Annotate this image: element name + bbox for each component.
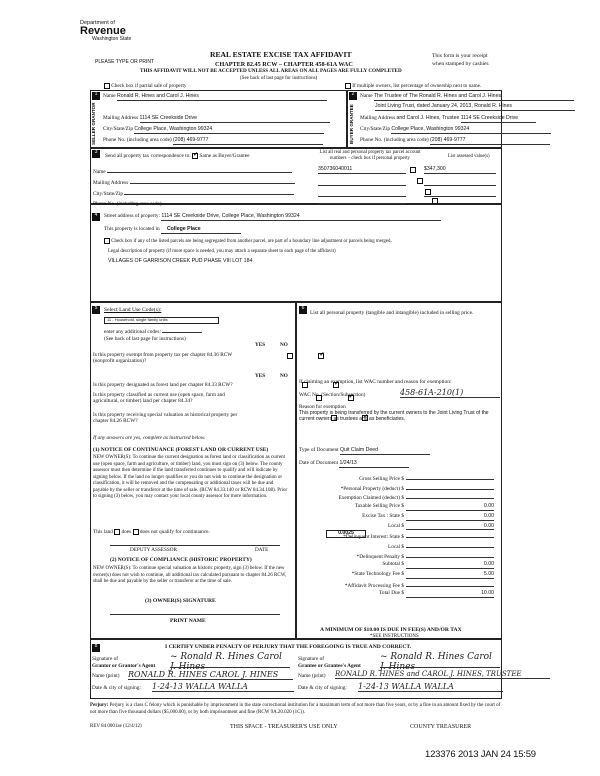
dor-logo (80, 20, 160, 52)
fee-line-row (298, 561, 498, 569)
fee-line-row (298, 513, 498, 521)
street-address-field[interactable]: 1114 SE Creekside Drive, College Place, Washington 99324 (161, 214, 441, 221)
owner-signature-line[interactable] (110, 614, 280, 615)
legal-description-label: Legal description of property (if more space is needed, you may attach a separate sheet to each page of the affidavit) (108, 249, 336, 254)
corr-mailing-row: Mailing Address (93, 178, 303, 186)
historic-question: Is this property receiving special valuation as historical property per chapter 84.26 RCW? (93, 412, 238, 425)
print-name-label: PRINT NAME (170, 618, 206, 624)
corr-name-row: Name (93, 167, 303, 175)
grantee-name-row: Name (print) (298, 673, 326, 679)
rev-code: REV 84 0001ae (12/4/12) (90, 724, 142, 729)
fee-line-label: Local $ (387, 522, 404, 529)
wac-number-field[interactable]: 458-61A-210(1) (400, 388, 500, 398)
exempt-yes-checkbox[interactable] (287, 353, 293, 359)
qualify-row: This land does does not qualify for continuance. (93, 529, 210, 536)
grantee-agent-label: Grantee or Grantee's Agent (298, 663, 361, 669)
seller-phone-row: Phone No. (including area code) (208) 469-9777 (103, 137, 343, 145)
fee-line-label: *Delinquent Interest: State $ (343, 534, 404, 541)
grantee-signature-field[interactable]: ~ Ronald R. Hines Carol J. Hines (380, 652, 500, 668)
fee-line-row (298, 542, 498, 550)
seller-phone-field[interactable]: (208) 469-9777 (173, 138, 323, 145)
forest-question: Is this property designated as forest land per chapter 84.33 RCW? (93, 382, 233, 388)
recording-stamp: 123376 2013 JAN 24 15:59 (425, 749, 536, 760)
form-warning: THIS AFFIDAVIT WILL NOT BE ACCEPTED UNLESS ALL AREAS ON ALL PAGES ARE FULLY COMPLETED (140, 68, 402, 74)
grantor-name-row: Name (print) (92, 673, 120, 679)
corr-city-field[interactable] (124, 189, 294, 195)
parcel-header: List all real and personal property tax parcel account numbers – check box if personal property (319, 150, 421, 161)
county-treasurer-label: COUNTY TREASURER (410, 724, 472, 730)
historic-title: (2) NOTICE OF COMPLIANCE (HISTORIC PROPERTY) (110, 557, 252, 563)
seller-name-label: Name (103, 93, 116, 99)
fee-line-row (298, 571, 498, 579)
fee-line-row (298, 590, 498, 598)
parcel-3-field[interactable] (318, 191, 406, 197)
exempt-question: Is this property exempt from property tax per chapter 84.36 RCW (nonprofit organization)? (93, 352, 233, 365)
historic-text: NEW OWNER(S): To continue special valuation as historic property, sign (3) below. If the new owner(s) does not wish to continue, all additional tax calculated pursuant to chapter 84.26 RCW, shall be due and payable by the seller or transferor at the time of sale. (93, 566, 287, 584)
buyer-city-row: City/State/Zip College Place, Washington 99324 (360, 126, 598, 134)
fee-line-value[interactable] (406, 474, 494, 480)
land-use-select[interactable]: 11 - Household, single family units (104, 317, 219, 324)
print-note: PLEASE TYPE OR PRINT (95, 59, 155, 65)
partial-sale-label: Check box if partial sale of property (111, 83, 187, 90)
parcel-2-personal-checkbox[interactable] (417, 178, 423, 184)
minimum-note: A MINIMUM OF $10.00 IS DUE IN FEE(S) AND/OR TAX (320, 627, 462, 633)
fee-line-label: Gross Selling Price $ (359, 476, 404, 482)
grantor-date-field[interactable]: 1-24-13 WALLA WALLA (152, 682, 294, 692)
claim-exemption-label: If claiming an exemption, list WAC number and reason for exemption: (299, 379, 452, 385)
buyer-city-field[interactable]: College Place, Washington 99324 (391, 127, 551, 134)
doc-type-field[interactable]: Quit Claim Deed (340, 448, 430, 455)
fee-line-label: Exemption Claimed (deduct) $ (338, 495, 404, 502)
designation-yes-header: YES (255, 373, 266, 379)
located-in-field[interactable]: College Place (161, 227, 241, 234)
seller-name-row (103, 93, 343, 101)
fee-line-value[interactable]: 5.00 (406, 572, 494, 579)
assessed-value-field[interactable]: $347,300 (424, 167, 496, 174)
doc-date-field[interactable]: 1/24/13 (339, 461, 409, 468)
exempt-no-header: NO (280, 342, 288, 348)
fee-line-label: Subtotal $ (382, 561, 404, 568)
buyer-phone-row: Phone No. (including area code) (208) 469-9777 (360, 137, 598, 145)
fee-line-row (298, 581, 498, 589)
continuance-title: (1) NOTICE OF CONTINUANCE (FOREST LAND OR CURRENT USE) (93, 447, 269, 453)
fee-line-label: Excise Tax : State $ (362, 512, 404, 519)
buyer-mailing-row: Mailing Address and Carol J. Hines, Trustee 1114 SE Creekside Drive (360, 115, 598, 123)
legal-description-field[interactable]: VILLAGES OF GARRISON CREEK PUD PHASE VIII LOT 184 (108, 258, 253, 264)
seller-city-row: City/State/Zip College Place, Washington 99324 (103, 126, 343, 134)
receipt-note-1: This form is your receipt (432, 53, 488, 59)
form-title: REAL ESTATE EXCISE TAX AFFIDAVIT (210, 50, 352, 59)
street-address-row: Street address of property: 1114 SE Creekside Drive, College Place, Washington 99324 (104, 213, 441, 221)
deputy-date-label: DATE (255, 547, 269, 553)
doc-date-row: Date of Document 1/24/13 (299, 460, 409, 468)
grantor-sig-label: Signature of (92, 656, 119, 662)
assessed-2-field[interactable] (424, 180, 496, 186)
fee-line-value[interactable]: 0.00 (406, 504, 494, 511)
fee-line-value[interactable]: 10.00 (406, 591, 494, 598)
fee-line-value[interactable] (406, 484, 494, 490)
fee-line-value[interactable] (406, 552, 494, 558)
located-in-row: This property is located in College Place (104, 226, 241, 234)
treasurer-use-label: THIS SPACE - TREASURER'S USE ONLY (230, 724, 338, 730)
seller-side-label: SELLER GRANTOR (91, 102, 96, 146)
partial-sale-checkbox[interactable] (104, 83, 110, 89)
fee-line-label: *Personal Property (deduct) $ (340, 485, 404, 492)
does-qualify-checkbox[interactable] (114, 529, 120, 535)
land-use-label: Select Land Use Code(s): (104, 307, 162, 313)
fee-line-value[interactable] (406, 493, 494, 499)
fee-line-label: *State Technology Fee $ (351, 571, 404, 577)
seller-mailing-row: Mailing Address 1114 SE Creekside Drive (103, 115, 343, 123)
buyer-name-field-1[interactable]: The Trustee of The Ronald R. Hines and Carol J. Hines (374, 94, 574, 101)
parcel-number-field[interactable]: 350736040011 (318, 167, 406, 174)
dept-line3: Washington State (92, 36, 132, 43)
see-back-note: (See back of last page for instructions) (104, 336, 186, 342)
buyer-side-label: BUYER GRANTEE (349, 104, 354, 144)
exempt-yes-header: YES (255, 342, 266, 348)
parcel-1-personal-checkbox[interactable] (410, 167, 416, 173)
instructions-note: (See back of last page for instructions) (240, 76, 318, 81)
buyer-mailing-field[interactable]: 1114 SE Creekside Drive (461, 116, 536, 123)
fee-line-label: *Affidavit Processing Fee $ (344, 582, 404, 589)
section-3-badge: 3 (92, 150, 100, 158)
deputy-assessor-line[interactable] (110, 545, 280, 546)
grantor-agent-label: Grantor or Grantor's Agent (92, 663, 156, 669)
fee-line-value[interactable] (406, 542, 494, 548)
buyer-phone-field[interactable]: (208) 469-9777 (430, 138, 550, 145)
section-8-badge: 8 (92, 644, 100, 652)
receipt-note-2: when stamped by cashier. (432, 61, 490, 67)
grantee-name-field[interactable]: RONALD R. HINES and CAROL J. HINES, TRUSTEE (335, 670, 550, 679)
seller-name-field[interactable]: Ronald R. Hines and Carol J. Hines (117, 94, 327, 101)
continuance-text: NEW OWNER(S): To continue the current designation as forest land or classification as current use (open space, farm and agriculture, or timber) land, you must sign on (3) below. The county assessor must then determine if the land transferred continues to qualify and will indicate by signing below. If the land no longer qualifies or you do not wish to continue the designation or classification, it will be removed and the compensating or additional taxes will be due and payable by the seller or transferor at the time of sale. (RCW 84.33.140 or RCW 84.34.108). Prior to signing (3) below, you may contact your local county assessor for more information. (93, 455, 288, 499)
fee-line-label: *Delinquent Penalty $ (356, 553, 404, 560)
grantee-sig-label: Signature of (298, 656, 325, 662)
fee-line-value[interactable] (406, 532, 494, 538)
additional-codes-row: enter any additional codes: (104, 327, 202, 335)
parcel-2-field[interactable] (318, 180, 406, 186)
dept-line1: Department of (80, 20, 115, 26)
fee-line-value[interactable]: 0.00 (406, 524, 494, 531)
grantee-date-row: Date & city of signing: (298, 685, 347, 691)
form-chapter: CHAPTER 82.45 RCW – CHAPTER 458-61A WAC (215, 61, 353, 68)
fee-line-label: Total Due $ (379, 590, 404, 597)
buyer-name-field-2[interactable]: Joint Living Trust, dated January 24, 2013, Ronald R. Hines (375, 104, 575, 111)
same-as-buyer-checkbox[interactable] (192, 153, 198, 159)
segregated-row: Check box if any of the listed parcels are being segregated from another parcel, are part of a boundary line adjustment or parcels being merged. (104, 238, 499, 245)
buyer-name-row: Name The Trustee of The Ronald R. Hines and Carol J. Hines (360, 93, 598, 101)
perjury-note: Perjury: Perjury is a class C felony which is punishable by imprisonment in the state correctional institution for a maximum term of not more than five years, or by a fine in an amount fixed by the court of not more than five thousand dollars ($5,000.00), or by both imprisonment and fine (RCW 9A.20.020 (1C)). (90, 703, 501, 715)
multi-owner-checkbox[interactable] (345, 83, 351, 89)
section-1-badge: 1 (92, 92, 100, 100)
open-space-question: Is this property classified as current use (open space, farm and agricultural, or timber) land per chapter 84.34? (93, 392, 225, 405)
does-not-qualify-checkbox[interactable] (133, 529, 139, 535)
deputy-assessor-label: DEPUTY ASSESSOR (130, 547, 177, 553)
fee-line-value[interactable]: 0.00 (406, 514, 494, 521)
fee-line-row (298, 503, 498, 511)
fee-line-value[interactable]: 0.00 (406, 562, 494, 569)
doc-type-row: Type of Document Quit Claim Deed (299, 447, 430, 455)
grantor-name-field[interactable]: RONALD R. HINES CAROL J. HINES (128, 670, 293, 680)
corr-mailing-field[interactable] (130, 178, 295, 184)
see-instructions: *SEE INSTRUCTIONS (370, 634, 419, 639)
segregated-checkbox[interactable] (104, 238, 110, 244)
fee-line-row (298, 493, 498, 501)
grantor-date-row: Date & city of signing: (92, 685, 141, 691)
fee-line-label: Taxable Selling Price $ (354, 503, 404, 510)
section-2-badge: 2 (349, 92, 357, 100)
seller-mailing-field[interactable]: 1114 SE Creekside Drive (140, 116, 330, 123)
assessed-header: List assessed value(s) (448, 154, 490, 159)
certify-statement: I CERTIFY UNDER PENALTY OF PERJURY THAT THE FOREGOING IS TRUE AND CORRECT. (165, 644, 412, 650)
seller-city-field[interactable]: College Place, Washington 99324 (134, 127, 324, 134)
send-correspondence-row: Send all property tax correspondence to: ✓ Same as Buyer/Grantee (105, 153, 249, 159)
section-4-badge: 4 (92, 213, 100, 221)
section-6-badge: 6 (299, 306, 307, 314)
corr-city-row: City/State/Zip (93, 189, 303, 197)
designation-no-header: NO (280, 373, 288, 379)
local-rate-box[interactable]: 0.0025 (326, 530, 366, 538)
reason-label: Reason for exemption (299, 404, 346, 410)
fee-line-row (298, 552, 498, 560)
additional-codes-field[interactable] (162, 327, 202, 333)
fee-line-row (298, 484, 498, 492)
corr-phone-row: Phone No. (including area code) (93, 199, 303, 207)
wac-row: WAC No. (Section/Subsection) (299, 392, 366, 398)
grantor-signature-field[interactable]: ~ Ronald R. Hines Carol J. Hines (170, 652, 290, 668)
grantee-date-field[interactable]: 1-24-13 WALLA WALLA (358, 682, 503, 692)
assessed-3-field[interactable] (424, 191, 496, 197)
owner-signature-label: (3) OWNER(S) SIGNATURE (145, 598, 216, 604)
fee-line-value[interactable] (406, 581, 494, 587)
reason-field[interactable]: This property is being transferred by the current owners to the Joint Living Trust of the current owners as trustees and as beneficiaries. (299, 410, 489, 422)
personal-property-label: List all personal property (tangible and intangible) included in selling price. (310, 310, 474, 316)
fee-line-label: Local $ (387, 543, 404, 550)
corr-name-field[interactable] (107, 167, 292, 173)
if-yes-note: If any answers are yes, complete as instructed below. (93, 435, 206, 441)
buyer-mailing-extra: and Carol J. Hines, Trustee (396, 115, 460, 121)
fee-line-row (298, 474, 498, 482)
dept-line2: Revenue (80, 25, 126, 38)
section-5-badge: 5 (92, 306, 100, 314)
multi-owner-note: If multiple owners, list percentage of ownership next to name. (345, 83, 481, 90)
